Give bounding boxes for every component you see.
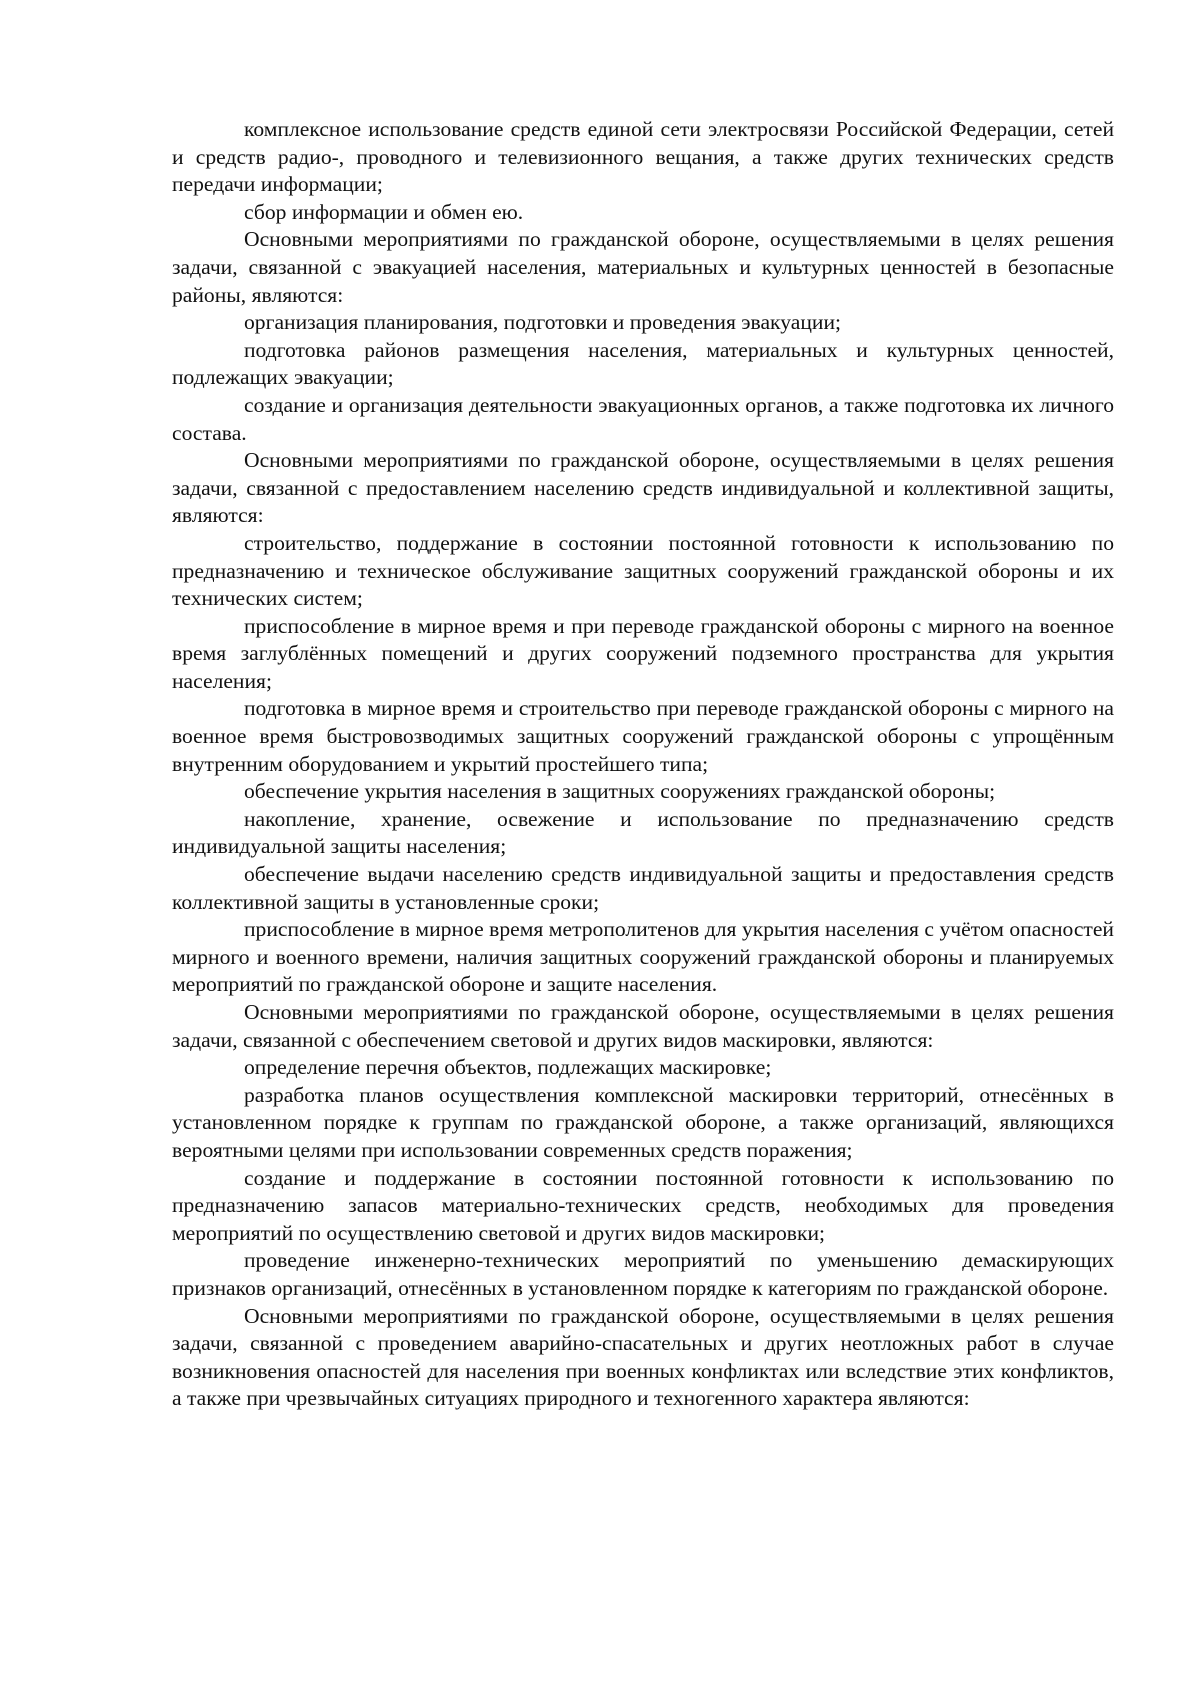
paragraph: сбор информации и обмен ею.: [244, 199, 524, 224]
paragraph: Основными мероприятиями по гражданской обороне, осуществляемыми в целях решения задачи, связанной с предоставлением населению средств индивидуальной и коллективной защиты, являются:: [172, 448, 1114, 528]
paragraph: создание и организация деятельности эвакуационных органов, а также подготовка их личного состава.: [172, 392, 1114, 445]
paragraph: организация планирования, подготовки и проведения эвакуации;: [244, 310, 842, 335]
paragraph: создание и поддержание в состоянии постоянной готовности к использованию по предназначению запасов материально-технических средств, необходимых для проведения мероприятий по осуществлению световой и других видов маскировки;: [172, 1165, 1114, 1245]
paragraph: Основными мероприятиями по гражданской обороне, осуществляемыми в целях решения задачи, связанной с проведением аварийно-спасательных и других неотложных работ в случае возникновения опасностей для населения при военных конфликтах или вследствие этих конфликтов, а также при чрезвычайных ситуациях природного и техногенного характера являются:: [172, 1303, 1114, 1411]
paragraph: проведение инженерно-технических мероприятий по уменьшению демаскирующих признаков организаций, отнесённых в установленном порядке к категориям по гражданской обороне.: [172, 1248, 1114, 1300]
paragraph: комплексное использование средств единой сети электросвязи Российской Федерации, сетей и средств радио-, проводного и телевизионного вещания, а также других технических средств передачи информации;: [172, 117, 1114, 197]
paragraph: строительство, поддержание в состоянии постоянной готовности к использованию по предназначению и техническое обслуживание защитных сооружений гражданской обороны и их технических систем;: [172, 530, 1114, 611]
paragraph: обеспечение выдачи населению средств индивидуальной защиты и предоставления средств коллективной защиты в установленные сроки;: [172, 862, 1114, 914]
document-body: [172, 116, 1114, 1413]
paragraph: Основными мероприятиями по гражданской обороне, осуществляемыми в целях решения задачи, связанной с обеспечением световой и других видов маскировки, являются:: [172, 1000, 1114, 1052]
paragraph: разработка планов осуществления комплексной маскировки территорий, отнесённых в установленном порядке к группам по гражданской обороне, а также организаций, являющихся вероятными целями при использовании современных средств поражения;: [172, 1082, 1114, 1162]
paragraph: подготовка районов размещения населения, материальных и культурных ценностей, подлежащих эвакуации;: [172, 337, 1114, 390]
paragraph: определение перечня объектов, подлежащих маскировке;: [244, 1055, 772, 1080]
paragraph: приспособление в мирное время и при переводе гражданской обороны с мирного на военное время заглублённых помещений и других сооружений подземного пространства для укрытия населения;: [172, 613, 1114, 693]
paragraph: накопление, хранение, освежение и использование по предназначению средств индивидуальной защиты населения;: [172, 806, 1114, 859]
paragraph: приспособление в мирное время метрополитенов для укрытия населения с учётом опасностей мирного и военного времени, наличия защитных сооружений гражданской обороны и планируемых мероприятий по гражданской обороне и защите населения.: [172, 917, 1114, 997]
paragraph: обеспечение укрытия населения в защитных сооружениях гражданской обороны;: [244, 779, 996, 804]
paragraph: подготовка в мирное время и строительство при переводе гражданской обороны с мирного на военное время быстровозводимых защитных сооружений гражданской обороны с упрощённым внутренним оборудованием и укрытий простейшего типа;: [172, 696, 1114, 776]
paragraph: Основными мероприятиями по гражданской обороне, осуществляемыми в целях решения задачи, связанной с эвакуацией населения, материальных и культурных ценностей в безопасные районы, являются:: [172, 227, 1114, 307]
